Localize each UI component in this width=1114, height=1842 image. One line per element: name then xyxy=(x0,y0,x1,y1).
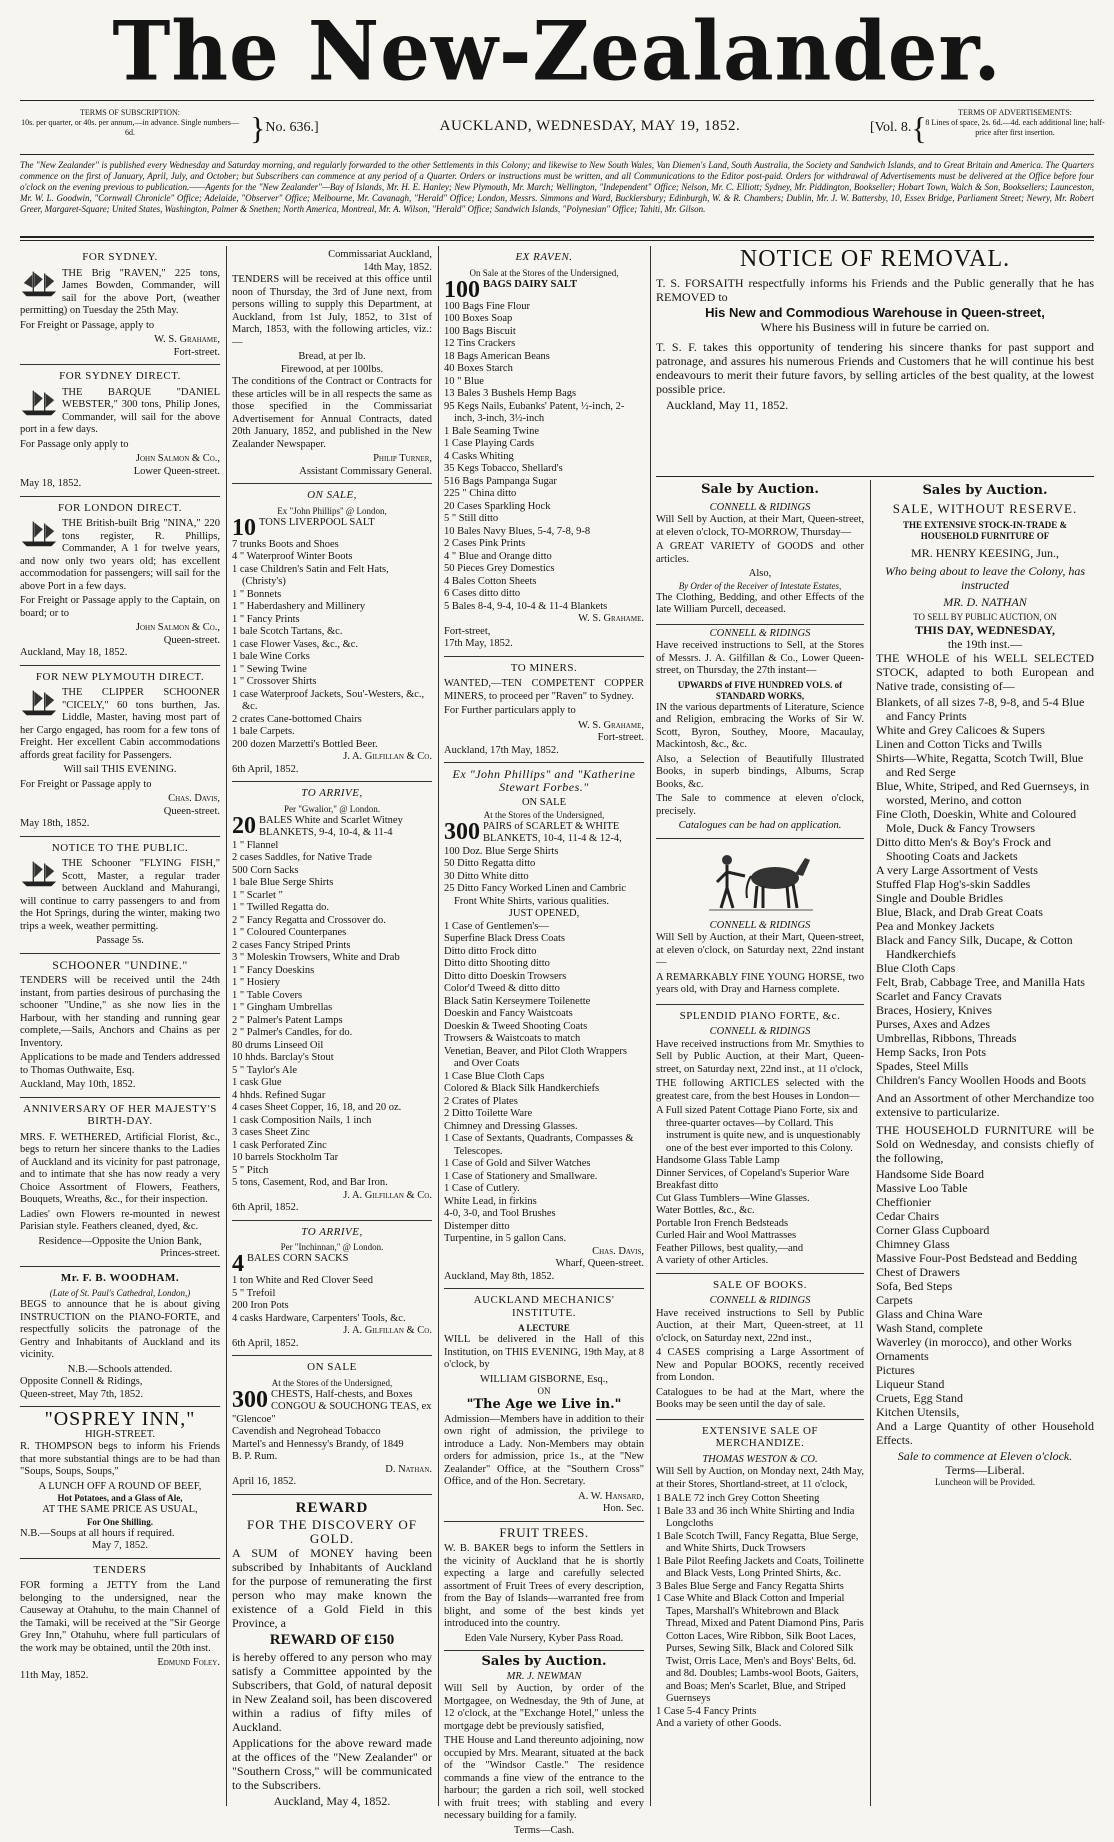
ad-ex-raven: EX RAVEN. On Sale at the Stores of the Undersigned, 100 BAGS DAIRY SALT 100 Bags Fine Flour 100 Boxes Soap 100 Bags Biscuit 12 Tins Crackers 18 Bags American Beans 40 Boxes Starch 10 " Blue 13 Bales 3 Bushels Hemp Bags 95 Kegs Nails, Eubanks' Patent, ½-inch, 2-inch, 3-inch, 3½-inch 1 Bale Seaming Twine 1 Case Playing Cards 4 Casks Whiting 35 Kegs Tobacco, Shellard's 516 Bags Pampanga Sugar 225 " China ditto 20 Cases Sparkling Hock 5 " Still ditto 10 Bales Navy Blues, 5-4, 7-8, 9-8 2 Cases Pink Prints 4 " Blue and Orange ditto 50 Pieces Grey Domestics 4 Bales Cotton Sheets 6 Cases ditto ditto 5 Bales 8-4, 9-4, 10-4 & 11-4 Blankets W. S. Grahame. Fort-street, 17th May, 1852. xyxy=(444,246,644,657)
list-item: 1 " Sewing Twine xyxy=(232,663,307,675)
horse-engraving-icon xyxy=(705,846,815,916)
list-item: 1 bale Scotch Tartans, &c. xyxy=(232,626,343,637)
list-item: Purses, Axes and Adzes xyxy=(876,1017,990,1031)
list-item: Cavendish and Negrohead Tobacco xyxy=(232,1426,381,1437)
top-rule xyxy=(20,100,1094,101)
ad-mechanics-institute: AUCKLAND MECHANICS' INSTITUTE. A LECTURE WILL be delivered in the Hall of this Institution, on THIS EVENING, 19th May, at 8 o'clock, by WILLIAM GISBORNE, Esq., ON "The Age we Live in." Admission—Members have in addition to their own right of admission, the privilege to introduce a Lady. Non-Members may obtain orders for admission, price 1s., at the "New Zealander" Office, at the "Southern Cross" Office, and of the Hon. Secretary. A. W. Hansard, Hon. Sec. xyxy=(444,1289,644,1522)
list-item: 1 case Children's Satin and Felt Hats, (Christy's) xyxy=(232,563,389,587)
list-item: 18 Bags American Beans xyxy=(444,350,550,362)
list-item: 100 Bags Biscuit xyxy=(444,325,516,337)
list-item: 12 Tins Crackers xyxy=(444,338,516,349)
item-list xyxy=(656,1105,864,1268)
list-item: 1 Case Playing Cards xyxy=(444,438,535,449)
list-item: 4 " Waterproof Winter Boots xyxy=(232,551,353,562)
list-item: 2 Cases Pink Prints xyxy=(444,538,526,549)
column-2 xyxy=(232,246,432,1806)
ad-newman-auction: Sales by Auction. MR. J. NEWMAN Will Sell by Auction, by order of the Mortgagee, on Wednesday, the 9th of June, at 12 o'clock, at the "Exchange Hotel," unless the mortgage debt be previously satisfied, THE House and Land thereunto adjoining, now occupied by Mrs. Mearant, situated at the back of the "Windsor Castle." The residence commands a fine view of the entrance to the harbour; the garden a rich soil, well stocked with fruit trees; with stabling and every necessary building for a family. Terms—Cash. xyxy=(444,1654,644,1836)
ad-for-sydney: FOR SYDNEY. THE Brig "RAVEN," 225 tons, James Bowden, Commander, will sail for the above Port, (weather permitting) on Tuesday the 25th May. For Freight or Passage, apply to W. S. Grahame, Fort-street. xyxy=(20,246,220,365)
list-item: Handsome Side Board xyxy=(876,1167,984,1181)
list-item: 516 Bags Pampanga Sugar xyxy=(444,475,557,487)
list-item: 2 cases Saddles, for Native Trade xyxy=(232,852,372,863)
list-item: Ditto ditto Frock ditto xyxy=(444,945,537,957)
list-item: Ditto ditto Doeskin Trowsers xyxy=(444,970,567,982)
list-item: 20 Cases Sparkling Hock xyxy=(444,500,551,512)
list-item: 95 Kegs Nails, Eubanks' Patent, ½-inch, 2-inch, 3-inch, 3½-inch xyxy=(444,400,625,424)
list-item: 5 " Taylor's Ale xyxy=(232,1064,298,1076)
ship-icon xyxy=(20,268,58,298)
list-item: Blue, White, Striped, and Red Guernseys, in worsted, Merino, and cotton xyxy=(876,779,1090,807)
list-item: 1 " Scarlet " xyxy=(232,889,283,901)
ad-ex-john-phillips: Ex "John Phillips" and "Katherine Stewart Forbes." ON SALE At the Stores of the Undersigned, 300 PAIRS of SCARLET & WHITE BLANKETS, 10-4, 11-4 & 12-4, 100 Doz. Blue Serge Shirts 50 Ditto Regatta ditto 30 Ditto White ditto 25 Ditto Fancy Worked Linen and Cambric Front White Shirts, various qualities. JUST OPENED, 1 Case of Gentlemen's— Superfine Black Dress Coats Ditto ditto Frock ditto Ditto ditto Shooting ditto Ditto ditto Doeskin Trowsers Color'd Tweed & ditto ditto Black Satin Kerseymere Toilenette Doeskin and Fancy Waistcoats Doeskin & Tweed Shooting Coats Trowsers & Waistcoats to match Venetian, Beaver, and Pilot Cloth Wrappers and Over Coats 1 Case Blue Cloth Caps Colored & Black Silk Handkerchiefs 2 Crates of Plates 2 Ditto Toilette Ware Chimney and Dressing Glasses. 1 Case of Sextants, Quadrants, Compasses & Telescopes. 1 Case of Gold and Silver Watches 1 Case of Stationery and Smallware. 1 Case of Cutlery. White Lead, in firkins 4-0, 3-0, and Tool Brushes Distemper ditto Turpentine, in 5 gallon Cans. Chas. Davis, Wharf, Queen-street. Auckland, May 8th, 1852. xyxy=(444,763,644,1289)
ad-connell-ridings-books: CONNELL & RIDINGS Have received instructions to Sell, at the Stores of Messrs. J. A. Gilfillan & Co., Lower Queen-street, on Thursday, the 27th instant— UPWARDS of FIVE HUNDRED VOLS. of STANDARD WORKS, IN the various departments of Literature, Science and Religion, embracing the Works of Sir W. Scott, Byron, Southey, Moore, Macaulay, Mackintosh, &c., &c. Also, a Selection of Beautifully Illustrated Books, in superb bindings, Albums, Scrap Books, &c. The Sale to commence at eleven o'clock, precisely. Catalogues can be had on application. xyxy=(656,625,864,839)
ad-on-sale-teas: ON SALE At the Stores of the Undersigned, 300 CHESTS, Half-chests, and Boxes CONGOU & SOUCHONG TEAS, ex "Glencoe" Cavendish and Negrohead Tobacco Martel's and Hennessy's Brandy, of 1849 B. P. Rum. D. Nathan. April 16, 1852. xyxy=(232,1356,432,1495)
list-item: 2 cases Fancy Striped Prints xyxy=(232,939,351,951)
list-item: 30 Ditto White ditto xyxy=(444,870,529,882)
item-list xyxy=(444,846,644,909)
removal-rule xyxy=(656,476,1094,477)
issue-number: }No. 636.] xyxy=(250,110,319,146)
list-item: 1 " Hosiery xyxy=(232,977,281,988)
list-item: 1 " Bonnets xyxy=(232,588,282,600)
list-item: 2 " Fancy Regatta and Crossover do. xyxy=(232,914,386,926)
column-3 xyxy=(444,246,644,1836)
list-item: B. P. Rum. xyxy=(232,1451,278,1462)
list-item: 40 Boxes Starch xyxy=(444,363,513,374)
notice-rule xyxy=(20,236,1094,238)
list-item: 1 case Waterproof Jackets, Sou'-Westers, &c., &c. xyxy=(232,688,425,712)
volume: [Vol. 8.{ xyxy=(870,110,927,146)
list-item: Linen and Cotton Ticks and Twills xyxy=(876,737,1042,751)
list-item: 4 cases Sheet Copper, 16, 18, and 20 oz. xyxy=(232,1102,402,1113)
list-item: 1 ton White and Red Clover Seed xyxy=(232,1275,373,1286)
list-item: Pictures xyxy=(876,1363,915,1377)
ad-osprey-inn: "OSPREY INN," HIGH-STREET. R. THOMPSON begs to inform his Friends that more substantial things are to be had than "Soups, Soups, Soups," A LUNCH OFF A ROUND OF BEEF, Hot Potatoes, and a Glass of Ale, AT THE SAME PRICE AS USUAL, For One Shilling. N.B.—Soups at all hours if required. May 7, 1852. xyxy=(20,1407,220,1559)
list-item: Doeskin and Fancy Waistcoats xyxy=(444,1008,573,1019)
place-date: AUCKLAND, WEDNESDAY, MAY 19, 1852. xyxy=(439,118,741,134)
list-item: 10 " Blue xyxy=(444,375,484,387)
list-item: Curled Hair and Wool Mattrasses xyxy=(656,1230,797,1241)
list-item: 1 BALE 72 inch Grey Cotton Sheeting xyxy=(656,1493,820,1504)
list-item: Martel's and Hennessy's Brandy, of 1849 xyxy=(232,1438,404,1450)
list-item: 1 Bale Scotch Twill, Fancy Regatta, Blue Serge, and White Shirts, Duck Trowsers xyxy=(656,1530,859,1554)
list-item: Chimney Glass xyxy=(876,1237,950,1251)
list-item: Trowsers & Waistcoats to match xyxy=(444,1033,581,1044)
list-item: 1 " Table Covers xyxy=(232,989,303,1001)
list-item: Scarlet and Fancy Cravats xyxy=(876,989,1002,1003)
list-item: 1 " Twilled Regatta do. xyxy=(232,902,329,913)
list-item: Massive Loo Table xyxy=(876,1181,968,1195)
list-item: Massive Four-Post Bedstead and Bedding xyxy=(876,1251,1078,1265)
ad-woodham: Mr. F. B. WOODHAM. (Late of St. Paul's Cathedral, London,) BEGS to announce that he is about giving INSTRUCTION on the PIANO-FORTE, and respectfully solicits the patronage of the Gentry and Inhabitants of Auckland and its vicinity. N.B.—Schools attended. Opposite Connell & Ridings, Queen-street, May 7th, 1852. xyxy=(20,1267,220,1408)
list-item: Chest of Drawers xyxy=(876,1265,960,1279)
list-item: Ornaments xyxy=(876,1349,929,1363)
list-item: 1 " Fancy Doeskins xyxy=(232,964,315,976)
list-item: A very Large Assortment of Vests xyxy=(876,863,1038,877)
list-item: Braces, Hosiery, Knives xyxy=(876,1003,992,1017)
ad-new-plymouth: FOR NEW PLYMOUTH DIRECT. THE CLIPPER SCHOONER "CICELY," 60 tons burthen, Jas. Liddle, Master, having most part of her Cargo engaged, has room for a few tons of Freight. Her excellent Cabin accommodations affords great facility for Passengers. Will sail THIS EVENING. For Freight or Passage apply to Chas. Davis, Queen-street. May 18th, 1852. xyxy=(20,666,220,837)
list-item: 80 drums Linseed Oil xyxy=(232,1039,324,1051)
list-item: Pea and Monkey Jackets xyxy=(876,919,995,933)
list-item: Venetian, Beaver, and Pilot Cloth Wrappers and Over Coats xyxy=(444,1045,627,1069)
list-item: Feather Pillows, best quality,—and xyxy=(656,1242,804,1254)
list-item: 1 Bale Seaming Twine xyxy=(444,425,540,437)
list-item: 5 " Pitch xyxy=(232,1164,269,1176)
list-item: Cheffionier xyxy=(876,1195,932,1209)
column-divider xyxy=(438,246,439,1806)
list-item: 1 Case of Gentlemen's— xyxy=(444,920,549,932)
list-item: 2 Ditto Toilette Ware xyxy=(444,1108,533,1119)
ad-birthday: ANNIVERSARY OF HER MAJESTY'S BIRTH-DAY. MRS. F. WETHERED, Artificial Florist, &c., begs to return her sincere thanks to the Ladies of Auckland and its vicinity for past patronage, and to intimate that she has now ready a very Choice Assortment of Flowers, Feathers, Bouquets, Wreaths, &c., for their inspection. Ladies' own Flowers re-mounted in newest Parisian style. Feathers cleaned, dyed, &c. Residence—Opposite the Union Bank, Princes-street. xyxy=(20,1098,220,1267)
ad-to-miners: TO MINERS. WANTED,—TEN COMPETENT COPPER MINERS, to proceed per "Raven" to Sydney. For Further particulars apply to W. S. Grahame, Fort-street. Auckland, 17th May, 1852. xyxy=(444,657,644,764)
item-list xyxy=(232,1275,432,1325)
list-item: Distemper ditto xyxy=(444,1220,510,1232)
list-item: 1 Bale 33 and 36 inch White Shirting and India Longcloths xyxy=(656,1505,855,1529)
list-item: 100 Doz. Blue Serge Shirts xyxy=(444,845,559,857)
list-item: Fine Cloth, Doeskin, White and Coloured Mole, Duck & Fancy Trowsers xyxy=(876,807,1077,835)
list-item: 225 " China ditto xyxy=(444,488,517,499)
ship-icon xyxy=(20,687,58,717)
list-item: 10 Bales Navy Blues, 5-4, 7-8, 9-8 xyxy=(444,525,591,537)
list-item: 50 Pieces Grey Domestics xyxy=(444,563,555,574)
notice-rule-2 xyxy=(20,240,1094,241)
list-item: Cedar Chairs xyxy=(876,1209,939,1223)
list-item: 200 Iron Pots xyxy=(232,1300,289,1311)
list-item: Water Bottles, &c., &c. xyxy=(656,1205,755,1216)
column-divider xyxy=(650,246,651,1806)
list-item: Shirts—White, Regatta, Scotch Twill, Blue and Red Serge xyxy=(876,751,1084,779)
ad-sydney-direct: FOR SYDNEY DIRECT. THE BARQUE "DANIEL WEBSTER," 300 tons, Philip Jones, Commander, will sail for the above port in a few days. For Passage only apply to John Salmon & Co., Lower Queen-street. May 18, 1852. xyxy=(20,365,220,497)
list-item: Single and Double Bridles xyxy=(876,891,1003,905)
list-item: 1 Case Blue Cloth Caps xyxy=(444,1070,545,1082)
ad-commissariat: Commissariat Auckland, 14th May, 1852. TENDERS will be received at this office until noon of Thursday, the 3rd of June next, from persons willing to supply this Department, at Auckland, from 1st July, 1852, to 31st of March, 1853, with the following articles, viz.:— Bread, at per lb. Firewood, at per 100lbs. The conditions of the Contract or Contracts for these articles will be in all respects the same as those specified in the Commissariat Advertisement for Annual Contracts, dated 20th January, 1852, and published in the New Zealander Newspaper. Philip Turner, Assistant Commissary General. xyxy=(232,246,432,484)
list-item: Blue, Black, and Drab Great Coats xyxy=(876,905,1043,919)
list-item: 1 Case of Stationery and Smallware. xyxy=(444,1170,598,1182)
masthead xyxy=(0,3,1114,100)
item-list xyxy=(656,1493,864,1731)
list-item: Superfine Black Dress Coats xyxy=(444,933,566,944)
list-item: 25 Ditto Fancy Worked Linen and Cambric Front White Shirts, various qualities. xyxy=(444,883,627,907)
list-item: Cut Glass Tumblers—Wine Glasses. xyxy=(656,1192,810,1204)
ship-icon xyxy=(20,858,58,888)
list-item: Children's Fancy Woollen Hoods and Boots xyxy=(876,1073,1086,1087)
list-item: A variety of other Articles. xyxy=(656,1255,769,1266)
notice-of-removal: NOTICE OF REMOVAL. T. S. FORSAITH respectfully informs his Friends and the Public generally that he has REMOVED to His New and Commodious Warehouse in Queen-street, Where his Business will in future be carried on. T. S. F. takes this opportunity of tendering his sincere thanks for past support and patronage, and assures his numerous Friends and Customers that he will continue his best endeavours to merit their future favors, by selling articles of the best quality, at the lowest possible price. Auckland, May 11, 1852. xyxy=(656,246,1094,412)
list-item: 1 bale Blue Serge Shirts xyxy=(232,877,334,888)
list-item: 4 hhds. Refined Sugar xyxy=(232,1089,326,1101)
list-item: 1 " Crossover Shirts xyxy=(232,676,317,687)
list-item: Doeskin & Tweed Shooting Coats xyxy=(444,1020,588,1032)
list-item: Handsome Glass Table Lamp xyxy=(656,1155,780,1166)
ad-reward-gold: REWARD FOR THE DISCOVERY OF GOLD. A SUM of MONEY having been subscribed by Inhabitants of Auckland for the purpose of remunerating the first person who may make known the existence of a Gold Field in this Province, a REWARD OF £150 is hereby offered to any person who may satisfy a Committee appointed by the Subscribers, that Gold, of natural deposit in New Zealand soil, has been discovered within a radius of fifty miles of Auckland. Applications for the above reward made at the offices of the "New Zealander" or "Southern Cross," will be communicated to the Subscribers. Auckland, May 4, 1852. xyxy=(232,1499,432,1808)
column-4: Sale by Auction. CONNELL & RIDINGS Will Sell by Auction, at their Mart, Queen-street, at eleven o'clock, TO-MORROW, Thursday— A GREAT VARIETY of GOODS and other articles. Also, By Order of the Receiver of Intestate Estates, The Clothing, Bedding, and other Effects of the late William Purcell, deceased. CONNELL & RIDINGS Have received instructions to Sell, at the Stores of Messrs. J. A. Gilfillan & Co., Lower Queen-street, on Thursday, the 27th instant— UPWARDS of FIVE HUNDRED VOLS. of STANDARD WORKS, IN the various departments of Literature, Science and Religion, embracing the Works of Sir W. Scott, Byron, Southey, Moore, Macaulay, Mackintosh, &c., &c. Also, a Selection of Beautifully Illustrated Books, in superb bindings, Albums, Scrap Books, &c. The Sale to commence at eleven o'clock, precisely. Catalogues can be had on application. CONNELL & RIDINGS Will Sell by Auction, at their Mart, Queen-street, at eleven o'clock, on Saturday next, 22nd instant— A REMARKABLY FINE YOUNG HORSE, two years old, with Dray and Harness complete. SPLENDID PIANO FORTE, &c. CONNELL & RIDINGS Have received instructions from Mr. Smythies to Sell by Public Auction, at their Mart, Queen-street, on Saturday next, 22nd inst., at 11 o'clock, THE following ARTICLES selected with the greatest care, from the best Houses in London— A Full sized Patent Cottage Piano Forte, six and three-quarter octaves—by Collard. This instrument is quite new, and is unquestionably one of the best ever imported to this Colony. Handsome Glass Table Lamp Dinner Services, of Copeland's Superior Ware Breakfast ditto Cut Glass Tumblers—Wine Glasses. Water Bottles, &c., &c. Portable Iron French Bedsteads Curled Hair and Wool Mattrasses Feather Pillows, best quality,—and A variety of other Articles. SALE OF BOOKS. CONNELL & RIDINGS Have received instructions to Sell by Public Auction, at their Mart, Queen-street, at 11 o'clock, on Saturday next, 22nd inst., 4 CASES comprising a Large Assortment of New and Popular BOOKS, recently received from London. Catalogues to be had at the Mart, where the Books may be seen until the day of sale. EXTENSIVE SALE OF MERCHANDIZE. THOMAS WESTON & CO. Will Sell by Auction, on Monday next, 24th May, at their Stores, Shortland-street, at 11 o'clock, 1 BALE 72 inch Grey Cotton Sheeting 1 Bale 33 and 36 inch White Shirting and India Longcloths 1 Bale Scotch Twill, Fancy Regatta, Blue Serge, and White Shirts, Duck Trowsers 1 Bale Pilot Reefing Jackets and Coats, Toilinette and Black Vests, Long Printed Shirts, &c. 3 Bales Blue Serge and Fancy Regatta Shirts 1 Case White and Black Cotton and Imperial Tapes, Marshall's Whitebrown and Black Thread, Mixed and Patent Diamond Pins, Paris Cotton Laces, Wire Ribbon, Silk Boot Laces, Purses, Sewing Silk, Black and Colored Silk Twist, Orris Lace, Men's and Boys' Belts, 6d. and 8d. Doubles; Lambs-wool Boots, Gaiters, and Boas; Men's Scarlet, Blue, and Striped Guernseys 1 Case 5-4 Fancy Prints And a variety of other Goods. xyxy=(656,482,864,1806)
list-item: 1 Case of Sextants, Quadrants, Compasses & Telescopes. xyxy=(444,1133,634,1157)
list-item: Blankets, of all sizes 7-8, 9-8, and 5-4 Blue and Fancy Prints xyxy=(876,695,1085,723)
list-item: 2 crates Cane-bottomed Chairs xyxy=(232,713,362,725)
column-5: Sales by Auction. SALE, WITHOUT RESERVE. THE EXTENSIVE STOCK-IN-TRADE & HOUSEHOLD FURNITURE OF MR. HENRY KEESING, Jun., Who being about to leave the Colony, has instructed MR. D. NATHAN TO SELL BY PUBLIC AUCTION, ON THIS DAY, WEDNESDAY, the 19th inst.— THE WHOLE of his WELL SELECTED STOCK, adapted to both European and Native trade, consisting of— Blankets, of all sizes 7-8, 9-8, and 5-4 Blue and Fancy Prints White and Grey Calicoes & Supers Linen and Cotton Ticks and Twills Shirts—White, Regatta, Scotch Twill, Blue and Red Serge Blue, White, Striped, and Red Guernseys, in worsted, Merino, and cotton Fine Cloth, Doeskin, White and Coloured Mole, Duck & Fancy Trowsers Ditto ditto Men's & Boy's Frock and Shooting Coats and Jackets A very Large Assortment of Vests Stuffed Flap Hog's-skin Saddles Single and Double Bridles Blue, Black, and Drab Great Coats Pea and Monkey Jackets Black and Fancy Silk, Ducape, & Cotton Handkerchiefs Blue Cloth Caps Felt, Brab, Cabbage Tree, and Manilla Hats Scarlet and Fancy Cravats Braces, Hosiery, Knives Purses, Axes and Adzes Umbrellas, Ribbons, Threads Hemp Sacks, Iron Pots Spades, Steel Mills Children's Fancy Woollen Hoods and Boots And an Assortment of other Merchandize too extensive to particularize. THE HOUSEHOLD FURNITURE will be Sold on Wednesday, and consists chiefly of the following, Handsome Side Board Massive Loo Table Cheffionier Cedar Chairs Corner Glass Cupboard Chimney Glass Massive Four-Post Bedstead and Bedding Chest of Drawers Sofa, Bed Steps Carpets Glass and China Ware Wash Stand, complete Waverley (in morocco), and other Works Ornaments Pictures Liqueur Stand Cruets, Egg Stand Kitchen Utensils, And a Large Quantity of other Household Effects. Sale to commence at Eleven o'clock. Terms—Liberal. Luncheon will be Provided. xyxy=(876,483,1094,1487)
list-item: Glass and China Ware xyxy=(876,1307,983,1321)
list-item: 4 " Blue and Orange ditto xyxy=(444,550,552,562)
list-item: Black and Fancy Silk, Ducape, & Cotton Handkerchiefs xyxy=(876,933,1073,961)
item-list xyxy=(232,1426,432,1464)
ship-icon xyxy=(20,518,58,548)
list-item: 1 Case of Gold and Silver Watches xyxy=(444,1158,591,1169)
list-item: 1 bale Carpets. xyxy=(232,726,295,737)
item-list xyxy=(232,539,432,739)
list-item: 50 Ditto Regatta ditto xyxy=(444,858,536,869)
list-item: 1 cask Composition Nails, 1 inch xyxy=(232,1114,372,1126)
column-divider xyxy=(226,246,227,1806)
column-divider xyxy=(870,480,871,1806)
list-item: Dinner Services, of Copeland's Superior Ware xyxy=(656,1167,850,1179)
list-item: 2 Crates of Plates xyxy=(444,1095,518,1107)
list-item: Cruets, Egg Stand xyxy=(876,1391,963,1405)
list-item: Sofa, Bed Steps xyxy=(876,1279,953,1293)
newspaper-title: The New-Zealander. xyxy=(112,3,1002,100)
list-item: Corner Glass Cupboard xyxy=(876,1223,990,1237)
list-item: 100 Bags Fine Flour xyxy=(444,300,531,312)
list-item: Spades, Steel Mills xyxy=(876,1059,969,1073)
list-item: A Full sized Patent Cottage Piano Forte, six and three-quarter octaves—by Collard. This instrument is quite new, and is unquestionably one of the best ever imported to this Colony. xyxy=(656,1105,861,1154)
list-item: 4 Bales Cotton Sheets xyxy=(444,575,537,587)
list-item: 1 cask Glue xyxy=(232,1077,282,1088)
list-item: 1 Case 5-4 Fancy Prints xyxy=(656,1705,757,1717)
list-item: 5 Bales 8-4, 9-4, 10-4 & 11-4 Blankets xyxy=(444,600,608,612)
ad-notice-to-public: NOTICE TO THE PUBLIC. THE Schooner "FLYING FISH," Scott, Master, a regular trader between Auckland and Mahurangi, will continue to carry passengers to and from the Hot Springs, during the winter, making two trips a week, weather permitting. Passage 5s. xyxy=(20,837,220,954)
list-item: Ditto ditto Men's & Boy's Frock and Shooting Coats and Jackets xyxy=(876,835,1051,863)
list-item: Colored & Black Silk Handkerchiefs xyxy=(444,1083,600,1094)
sub-rule xyxy=(20,154,1094,155)
list-item: White Lead, in firkins xyxy=(444,1195,537,1207)
list-item: 1 " Flannel xyxy=(232,839,279,851)
list-item: Breakfast ditto xyxy=(656,1180,719,1191)
list-item: 10 hhds. Barclay's Stout xyxy=(232,1052,334,1063)
ad-sale-of-books: SALE OF BOOKS. CONNELL & RIDINGS Have received instructions to Sell by Public Auction, at their Mart, Queen-street, at 11 o'clock, on Saturday next, 22nd inst., 4 CASES comprising a Large Assortment of New and Popular BOOKS, recently received from London. Catalogues to be had at the Mart, where the Books may be seen until the day of sale. xyxy=(656,1274,864,1420)
list-item: 500 Corn Sacks xyxy=(232,864,299,876)
list-item: Liqueur Stand xyxy=(876,1377,945,1391)
list-item: 35 Kegs Tobacco, Shellard's xyxy=(444,463,563,474)
list-item: Waverley (in morocco), and other Works xyxy=(876,1335,1072,1349)
list-item: 5 tons, Casement, Rod, and Bar Iron. xyxy=(232,1177,388,1188)
issue-bar xyxy=(20,104,1105,154)
ad-on-sale-salt: ON SALE, Ex "John Phillips" @ London, 10 TONS LIVERPOOL SALT 7 trunks Boots and Shoes 4 " Waterproof Winter Boots 1 case Children's Satin and Felt Hats, (Christy's) 1 " Bonnets 1 " Haberdashery and Millinery 1 " Fancy Prints 1 bale Scotch Tartans, &c. 1 case Flower Vases, &c., &c. 1 bale Wine Corks 1 " Sewing Twine 1 " Crossover Shirts 1 case Waterproof Jackets, Sou'-Westers, &c., &c. 2 crates Cane-bottomed Chairs 1 bale Carpets. 200 dozen Marzetti's Bottled Beer. J. A. Gilfillan & Co. 6th April, 1852. xyxy=(232,484,432,782)
list-item: 5 " Still ditto xyxy=(444,513,499,524)
ad-london-direct: FOR LONDON DIRECT. THE British-built Brig "NINA," 220 tons register, R. Phillips, Commander, A 1 for twelve years, and now only two years old; has excellent accommodation for passengers; will sail for the above Port in a few days. For Freight or Passage apply to the Captain, on board; or to John Salmon & Co., Queen-street. Auckland, May 18, 1852. xyxy=(20,497,220,666)
publication-notice: The "New Zealander" is published every Wednesday and Saturday morning, and regularly forwarded to the other Settlements in this Colony; and likewise to New South Wales, Van Diemen's Land, South Australia, the Society and Sandwich Islands, and to Great Britain and America. The Quarters commence on the first of January, April, July, and October; but Subscribers can commence at any period of a Quarter. Orders or instructions must be written, and all Communications to the Editor post-paid. Orders for withdrawal of Advertisements must be delivered at the Office before four o'clock on the evening previous to publication.——Agents for the "New Zealander"—Bay of Islands, Mr. H. E. Hanley; New Plymouth, Mr. March; Wellington, "Independent" Office; Nelson, Mr. C. Elliott; Sydney, Mr. Piddington, Bookseller; Hobart Town, Walch & Son, Booksellers; Launceston, Mr. W. L. Goodwin, "Cornwall Chronicle" Office; Adelaide, "Observer" Office; Melbourne, Mr. Cavanagh, "Herald" Office; London, Messrs. Simmons and Ward, Bucklersbury; Edinburgh, W. & R. Chambers; Dublin, Mr. J. W. Battersby, 10, Essex Bridge, Parliament Street; Newry, Mr. Robert Greer, Margaret-Square; United States, Washington, Palmer & Snethen; North America, Montreal, Mr. A. Wilson, "Herald" Office; Sandwich Islands, "Polynesian" Office; Tahiti, Mr. Gilson. xyxy=(20,160,1094,214)
ad-to-arrive-inchinnan: TO ARRIVE, Per "Inchinnan," @ London. 4 BALES CORN SACKS 1 ton White and Red Clover Seed 5 " Trefoil 200 Iron Pots 4 casks Hardware, Carpenters' Tools, &c. J. A. Gilfillan & Co. 6th April, 1852. xyxy=(232,1221,432,1357)
list-item: Blue Cloth Caps xyxy=(876,961,956,975)
list-item: 1 cask Perforated Zinc xyxy=(232,1139,327,1151)
list-item: 7 trunks Boots and Shoes xyxy=(232,538,339,550)
list-item: 1 Case White and Black Cotton and Imperial Tapes, Marshall's Whitebrown and Black Thread, Mixed and Patent Diamond Pins, Paris Cotton Laces, Wire Ribbon, Silk Boot Laces, Purses, Sewing Silk, Black and Colored Silk Twist, Orris Lace, Men's and Boys' Belts, 6d. and 8d. Doubles; Lambs-wool Boots, Gaiters, and Boas; Men's Scarlet, Blue, and Striped Guernseys xyxy=(656,1593,864,1704)
ad-connell-ridings-horse: CONNELL & RIDINGS Will Sell by Auction, at their Mart, Queen-street, at eleven o'clock, on Saturday next, 22nd instant— A REMARKABLY FINE YOUNG HORSE, two years old, with Dray and Harness complete. xyxy=(656,839,864,1005)
list-item: Felt, Brab, Cabbage Tree, and Manilla Hats xyxy=(876,975,1085,989)
list-item: Hemp Sacks, Iron Pots xyxy=(876,1045,986,1059)
list-item: Stuffed Flap Hog's-skin Saddles xyxy=(876,877,1031,891)
ad-piano-forte: SPLENDID PIANO FORTE, &c. CONNELL & RIDINGS Have received instructions from Mr. Smythies to Sell by Public Auction, at their Mart, Queen-street, on Saturday next, 22nd inst., at 11 o'clock, THE following ARTICLES selected with the greatest care, from the best Houses in London— A Full sized Patent Cottage Piano Forte, six and three-quarter octaves—by Collard. This instrument is quite new, and is unquestionably one of the best ever imported to this Colony. Handsome Glass Table Lamp Dinner Services, of Copeland's Superior Ware Breakfast ditto Cut Glass Tumblers—Wine Glasses. Water Bottles, &c., &c. Portable Iron French Bedsteads Curled Hair and Wool Mattrasses Feather Pillows, best quality,—and A variety of other Articles. xyxy=(656,1005,864,1274)
list-item: Ditto ditto Shooting ditto xyxy=(444,958,550,969)
list-item: Kitchen Utensils, xyxy=(876,1405,960,1419)
list-item: 6 Cases ditto ditto xyxy=(444,588,521,599)
list-item: 1 " Gingham Umbrellas xyxy=(232,1002,333,1013)
list-item: 100 Boxes Soap xyxy=(444,313,513,324)
list-item: 3 cases Sheet Zinc xyxy=(232,1127,310,1138)
list-item: 1 " Haberdashery and Millinery xyxy=(232,601,366,612)
item-list xyxy=(232,840,432,1190)
list-item: Portable Iron French Bedsteads xyxy=(656,1217,789,1229)
subscription-terms: TERMS OF SUBSCRIPTION: 10s. per quarter, or 40s. per annum,—in advance. Single numbers—6d. xyxy=(21,108,239,137)
item-list xyxy=(444,301,644,614)
list-item: Umbrellas, Ribbons, Threads xyxy=(876,1031,1017,1045)
ad-schooner-undine: SCHOONER "UNDINE." TENDERS will be received until the 24th instant, from parties desirous of purchasing the schooner "Undine," as she now lies in the Harbour, with her standing and running gear complete,—Sails, Anchors and Chains as per Inventory. Applications to be made and Tenders addressed to Thomas Outhwaite, Esq. Auckland, May 10th, 1852. xyxy=(20,954,220,1098)
list-item: Black Satin Kerseymere Toilenette xyxy=(444,995,591,1007)
list-item: 4 Casks Whiting xyxy=(444,450,514,462)
advertisement-terms: TERMS OF ADVERTISEMENTS: 8 Lines of space, 2s. 6d.—4d. each additional line; half-price after first insertion. xyxy=(925,108,1105,137)
ship-icon xyxy=(20,387,58,417)
ad-to-arrive-gwalior: TO ARRIVE, Per "Gwalior," @ London. 20 BALES White and Scarlet Witney BLANKETS, 9-4, 10-4, & 11-4 1 " Flannel 2 cases Saddles, for Native Trade 500 Corn Sacks 1 bale Blue Serge Shirts 1 " Scarlet " 1 " Twilled Regatta do. 2 " Fancy Regatta and Crossover do. 1 " Coloured Counterpanes 2 cases Fancy Striped Prints 3 " Moleskin Trowsers, White and Drab 1 " Fancy Doeskins 1 " Hosiery 1 " Table Covers 1 " Gingham Umbrellas 2 " Palmer's Patent Lamps 2 " Palmer's Candles, for do. 80 drums Linseed Oil 10 hhds. Barclay's Stout 5 " Taylor's Ale 1 cask Glue 4 hhds. Refined Sugar 4 cases Sheet Copper, 16, 18, and 20 oz. 1 cask Composition Nails, 1 inch 3 cases Sheet Zinc 1 cask Perforated Zinc 10 barrels Stockholm Tar 5 " Pitch 5 tons, Casement, Rod, and Bar Iron. J. A. Gilfillan & Co. 6th April, 1852. xyxy=(232,782,432,1221)
list-item: 10 barrels Stockholm Tar xyxy=(232,1152,339,1163)
list-item: 1 case Flower Vases, &c., &c. xyxy=(232,638,359,650)
list-item: White and Grey Calicoes & Supers xyxy=(876,723,1045,737)
list-item: 1 bale Wine Corks xyxy=(232,651,310,662)
list-item: Carpets xyxy=(876,1293,913,1307)
ad-fruit-trees: FRUIT TREES. W. B. BAKER begs to inform the Settlers in the vicinity of Auckland that he is shortly expecting a large and carefully selected assortment of Fruit Trees of every description, from the Bay of Islands—warranted free from blight, and some of the best kinds yet introduced into the country. Eden Vale Nursery, Kyber Pass Road. xyxy=(444,1522,644,1652)
list-item: 1 Bale Pilot Reefing Jackets and Coats, Toilinette and Black Vests, Long Printed Shirts, &c. xyxy=(656,1555,864,1579)
item-list xyxy=(444,921,644,1246)
list-item: 3 Bales Blue Serge and Fancy Regatta Shirts xyxy=(656,1580,844,1592)
list-item: 4-0, 3-0, and Tool Brushes xyxy=(444,1208,556,1219)
list-item: 5 " Trefoil xyxy=(232,1287,276,1299)
list-item: 1 " Fancy Prints xyxy=(232,613,300,625)
list-item: 3 " Moleskin Trowsers, White and Drab xyxy=(232,952,400,963)
item-list xyxy=(876,1167,1094,1419)
list-item: And a variety of other Goods. xyxy=(656,1718,782,1729)
list-item: Color'd Tweed & ditto ditto xyxy=(444,983,560,994)
list-item: Chimney and Dressing Glasses. xyxy=(444,1120,578,1132)
ad-tenders-jetty: TENDERS FOR forming a JETTY from the Land belonging to the undersigned, near the Causeway at Otahuhu, to the main Channel of the Tamaki, will be received at the "Sir George Grey Inn," Otahuhu, where full particulars of the work may be obtained, until the 20th inst. Edmund Foley. 11th May, 1852. xyxy=(20,1563,220,1681)
ad-weston-merchandize: EXTENSIVE SALE OF MERCHANDIZE. THOMAS WESTON & CO. Will Sell by Auction, on Monday next, 24th May, at their Stores, Shortland-street, at 11 o'clock, 1 BALE 72 inch Grey Cotton Sheeting 1 Bale 33 and 36 inch White Shirting and India Longcloths 1 Bale Scotch Twill, Fancy Regatta, Blue Serge, and White Shirts, Duck Trowsers 1 Bale Pilot Reefing Jackets and Coats, Toilinette and Black Vests, Long Printed Shirts, &c. 3 Bales Blue Serge and Fancy Regatta Shirts 1 Case White and Black Cotton and Imperial Tapes, Marshall's Whitebrown and Black Thread, Mixed and Patent Diamond Pins, Paris Cotton Laces, Wire Ribbon, Silk Boot Laces, Purses, Sewing Silk, Black and Colored Silk Twist, Orris Lace, Men's and Boys' Belts, 6d. and 8d. Doubles; Lambs-wool Boots, Gaiters, and Boas; Men's Scarlet, Blue, and Striped Guernseys 1 Case 5-4 Fancy Prints And a variety of other Goods. xyxy=(656,1424,865,1729)
list-item: 2 " Palmer's Patent Lamps xyxy=(232,1014,343,1026)
list-item: 2 " Palmer's Candles, for do. xyxy=(232,1027,353,1038)
ad-connell-ridings-goods: CONNELL & RIDINGS Will Sell by Auction, at their Mart, Queen-street, at eleven o'clock, TO-MORROW, Thursday— A GREAT VARIETY of GOODS and other articles. Also, By Order of the Receiver of Intestate Estates, The Clothing, Bedding, and other Effects of the late William Purcell, deceased. xyxy=(656,499,864,625)
list-item: 1 " Coloured Counterpanes xyxy=(232,927,347,938)
list-item: 4 casks Hardware, Carpenters' Tools, &c. xyxy=(232,1312,406,1324)
list-item: 1 Case of Cutlery. xyxy=(444,1183,520,1194)
list-item: Turpentine, in 5 gallon Cans. xyxy=(444,1233,567,1244)
list-item: Wash Stand, complete xyxy=(876,1321,983,1335)
list-item: 13 Bales 3 Bushels Hemp Bags xyxy=(444,388,577,399)
column-1 xyxy=(20,246,220,1806)
item-list xyxy=(876,695,1094,1087)
